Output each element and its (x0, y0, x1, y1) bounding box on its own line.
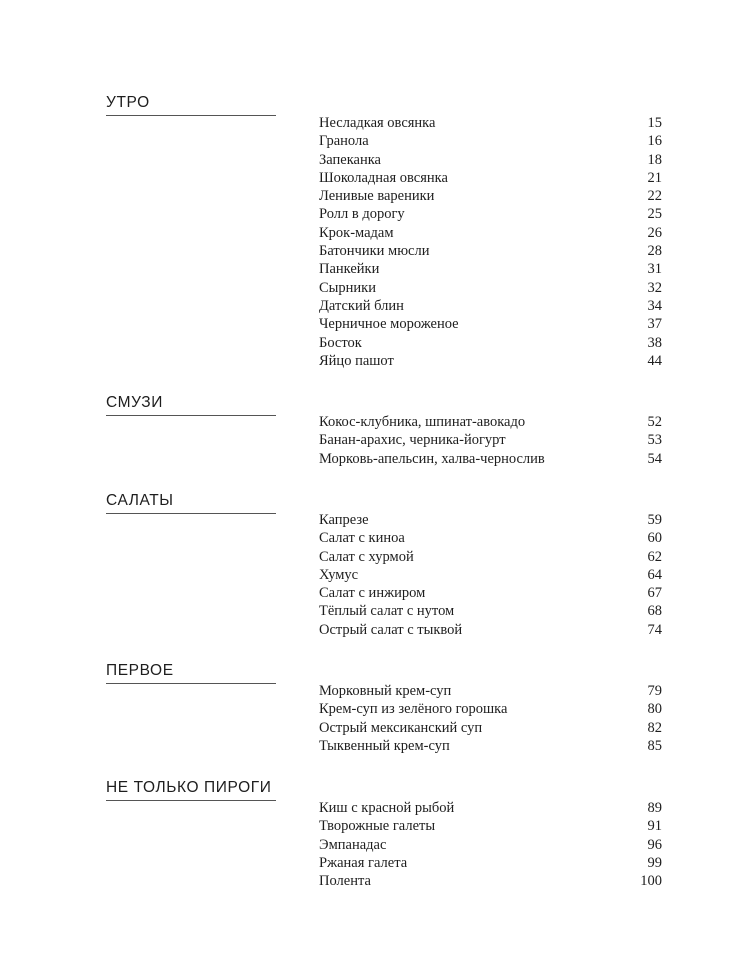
entry-title: Капрезе (319, 512, 369, 528)
toc-entry[interactable] (319, 279, 662, 297)
entry-title: Салат с хурмой (319, 548, 414, 565)
section-divider (106, 115, 276, 116)
entry-page-number: 44 (647, 352, 662, 369)
toc-entry[interactable] (319, 799, 662, 817)
entry-page-number: 62 (647, 548, 662, 565)
entry-page-number: 82 (647, 719, 662, 736)
entry-title: Ржаная галета (319, 854, 408, 871)
entry-title: Морковный крем-суп (319, 683, 452, 699)
entry-page-number: 91 (647, 818, 662, 835)
toc-entry[interactable] (319, 114, 662, 132)
entry-title: Запеканка (319, 151, 381, 168)
entry-page-number: 68 (647, 603, 662, 620)
entry-title: Эмпанадас (319, 836, 387, 853)
entry-page-number: 89 (647, 800, 662, 816)
section-divider (106, 800, 276, 801)
toc-entry[interactable] (319, 682, 662, 700)
entry-title: Босток (319, 334, 362, 351)
toc-entry[interactable] (319, 511, 662, 529)
entry-title: Творожные галеты (319, 818, 436, 835)
toc-entry[interactable] (319, 260, 662, 278)
entry-title: Сырники (319, 279, 376, 296)
entry-title: Полента (319, 873, 371, 890)
toc-entry-list (319, 682, 662, 755)
section-heading: САЛАТЫ (106, 492, 174, 509)
section-heading: СМУЗИ (106, 394, 163, 411)
entry-page-number: 16 (647, 133, 662, 150)
entry-title: Черничное мороженое (319, 316, 459, 333)
toc-entry[interactable] (319, 297, 662, 315)
toc-entry[interactable] (319, 872, 662, 890)
toc-entry[interactable] (319, 224, 662, 242)
entry-page-number: 22 (647, 188, 662, 205)
entry-page-number: 64 (647, 566, 662, 583)
toc-entry[interactable] (319, 700, 662, 718)
section-divider (106, 513, 276, 514)
entry-page-number: 53 (647, 432, 662, 449)
entry-page-number: 74 (647, 621, 662, 638)
entry-page-number: 100 (640, 873, 662, 890)
entry-title: Яйцо пашот (319, 352, 394, 369)
entry-page-number: 67 (647, 585, 662, 602)
entry-page-number: 34 (647, 297, 662, 314)
toc-entry[interactable] (319, 602, 662, 620)
toc-entry[interactable] (319, 719, 662, 737)
section-divider (106, 415, 276, 416)
entry-title: Киш с красной рыбой (319, 800, 455, 816)
entry-title: Кокос-клубника, шпинат-авокадо (319, 414, 526, 430)
entry-page-number: 85 (647, 737, 662, 754)
entry-page-number: 15 (647, 115, 662, 131)
toc-entry[interactable] (319, 836, 662, 854)
toc-entry[interactable] (319, 205, 662, 223)
entry-title: Тёплый салат с нутом (319, 603, 455, 620)
toc-entry[interactable] (319, 529, 662, 547)
toc-entry[interactable] (319, 854, 662, 872)
entry-title: Несладкая овсянка (319, 115, 436, 131)
entry-page-number: 25 (647, 206, 662, 223)
section-heading: УТРО (106, 94, 150, 111)
entry-title: Банан-арахис, черника-йогурт (319, 432, 506, 449)
entry-title: Крем-суп из зелёного горошка (319, 701, 508, 718)
section-divider (106, 683, 276, 684)
entry-page-number: 26 (647, 224, 662, 241)
entry-page-number: 60 (647, 530, 662, 547)
toc-entry[interactable] (319, 132, 662, 150)
toc-entry[interactable] (319, 169, 662, 187)
toc-entry[interactable] (319, 548, 662, 566)
toc-entry[interactable] (319, 242, 662, 260)
toc-entry[interactable] (319, 151, 662, 169)
toc-entry[interactable] (319, 187, 662, 205)
section-heading: ПЕРВОЕ (106, 662, 174, 679)
entry-page-number: 79 (647, 683, 662, 699)
toc-entry[interactable] (319, 817, 662, 835)
toc-entry-list (319, 413, 662, 468)
entry-page-number: 21 (647, 169, 662, 186)
entry-page-number: 80 (647, 701, 662, 718)
toc-entry[interactable] (319, 334, 662, 352)
entry-title: Острый салат с тыквой (319, 621, 463, 638)
entry-title: Ролл в дорогу (319, 206, 405, 223)
toc-entry[interactable] (319, 450, 662, 468)
entry-page-number: 32 (647, 279, 662, 296)
toc-entry[interactable] (319, 566, 662, 584)
entry-page-number: 38 (647, 334, 662, 351)
entry-page-number: 59 (647, 512, 662, 528)
entry-page-number: 99 (647, 854, 662, 871)
toc-entry-list (319, 114, 662, 370)
entry-title: Салат с киноа (319, 530, 405, 547)
entry-title: Морковь-апельсин, халва-чернослив (319, 450, 545, 467)
entry-title: Острый мексиканский суп (319, 719, 483, 736)
toc-entry-list (319, 511, 662, 639)
entry-title: Шоколадная овсянка (319, 169, 448, 186)
toc-entry[interactable] (319, 413, 662, 431)
toc-entry-list (319, 799, 662, 890)
entry-title: Датский блин (319, 297, 404, 314)
toc-entry[interactable] (319, 737, 662, 755)
toc-entry[interactable] (319, 584, 662, 602)
toc-entry[interactable] (319, 352, 662, 370)
toc-entry[interactable] (319, 621, 662, 639)
entry-title: Гранола (319, 133, 369, 150)
entry-page-number: 18 (647, 151, 662, 168)
entry-page-number: 96 (647, 836, 662, 853)
entry-page-number: 28 (647, 243, 662, 260)
entry-title: Тыквенный крем-суп (319, 737, 450, 754)
entry-title: Батончики мюсли (319, 243, 430, 260)
entry-title: Хумус (319, 566, 359, 583)
entry-page-number: 31 (647, 261, 662, 278)
toc-entry[interactable] (319, 315, 662, 333)
entry-title: Панкейки (319, 261, 380, 278)
entry-page-number: 37 (647, 316, 662, 333)
entry-page-number: 52 (647, 414, 662, 430)
entry-page-number: 54 (647, 450, 662, 467)
section-heading: НЕ ТОЛЬКО ПИРОГИ (106, 779, 272, 796)
toc-entry[interactable] (319, 431, 662, 449)
entry-title: Ленивые вареники (319, 188, 435, 205)
entry-title: Крок-мадам (319, 224, 394, 241)
entry-title: Салат с инжиром (319, 585, 426, 602)
